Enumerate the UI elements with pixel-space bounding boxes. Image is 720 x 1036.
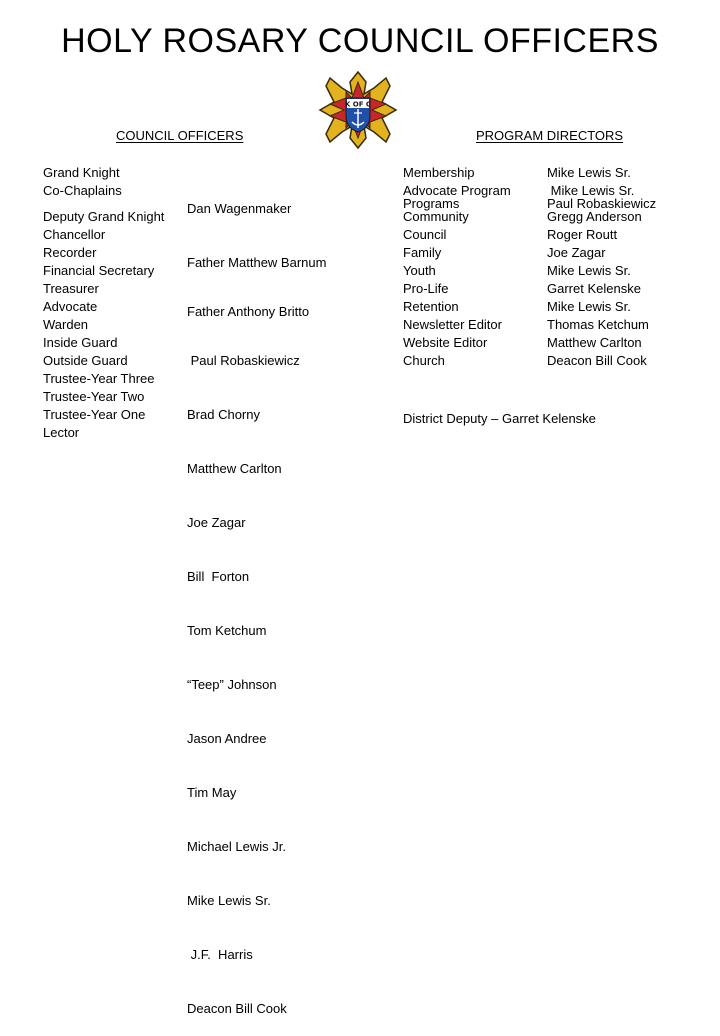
director-name: Garret Kelenske — [547, 281, 641, 296]
program-label: Family — [403, 245, 442, 260]
director-name: Mike Lewis Sr. — [547, 263, 631, 278]
officer-name: Dan Wagenmaker — [187, 201, 292, 216]
officer-name: Deacon Bill Cook — [187, 1001, 287, 1016]
officer-name: “Teep” Johnson — [187, 677, 277, 692]
officer-role: Inside Guard — [43, 335, 118, 350]
director-name: Deacon Bill Cook — [547, 353, 647, 368]
program-directors-names — [547, 164, 656, 370]
program-label: Council — [403, 227, 447, 242]
program-label: Church — [403, 353, 445, 368]
officer-role: Treasurer — [43, 281, 99, 296]
page-title: HOLY ROSARY COUNCIL OFFICERS — [61, 22, 659, 60]
officer-name: Jason Andree — [187, 731, 267, 746]
director-name: Paul Robaskiewicz — [547, 196, 657, 211]
program-label: Newsletter Editor — [403, 317, 502, 332]
officer-name: Joe Zagar — [187, 515, 246, 530]
officer-name: Matthew Carlton — [187, 461, 282, 476]
program-label: Membership — [403, 165, 475, 180]
director-name: Mike Lewis Sr. — [547, 183, 635, 198]
officer-role: Warden — [43, 317, 89, 332]
officer-role: Trustee-Year Two — [43, 389, 145, 404]
officer-name: Father Matthew Barnum — [187, 255, 327, 270]
director-name: Matthew Carlton — [547, 335, 642, 350]
director-name: Gregg Anderson — [547, 209, 642, 224]
council-officers-roles — [43, 164, 164, 442]
officer-role: Advocate — [43, 299, 98, 314]
knights-of-columbus-emblem-icon — [316, 68, 400, 152]
officer-role: Lector — [43, 425, 80, 440]
program-label: Retention — [403, 299, 459, 314]
council-officers-heading: COUNCIL OFFICERS — [116, 128, 244, 143]
officer-name: Paul Robaskiewicz — [187, 353, 300, 368]
officer-role: Trustee-Year Three — [43, 371, 155, 386]
officer-role: Financial Secretary — [43, 263, 155, 278]
program-label: Advocate Program — [403, 183, 511, 198]
director-name: Mike Lewis Sr. — [547, 299, 631, 314]
officer-role: Grand Knight — [43, 165, 120, 180]
program-label: Community — [403, 209, 469, 224]
officer-role: Recorder — [43, 245, 97, 260]
program-directors-heading: PROGRAM DIRECTORS — [476, 128, 624, 143]
district-deputy-note: District Deputy – Garret Kelenske — [403, 411, 596, 426]
officer-role: Trustee-Year One — [43, 407, 146, 422]
program-label: Pro-Life — [403, 281, 449, 296]
officer-name: Brad Chorny — [187, 407, 260, 422]
svg-text:K OF C: K OF C — [344, 100, 372, 109]
director-name: Thomas Ketchum — [547, 317, 649, 332]
officer-name: Father Anthony Britto — [187, 304, 310, 319]
director-name: Roger Routt — [547, 227, 618, 242]
officer-name: Tom Ketchum — [187, 623, 267, 638]
program-directors-programs — [403, 164, 511, 370]
officer-role: Co-Chaplains — [43, 183, 122, 198]
officer-name: Mike Lewis Sr. — [187, 893, 271, 908]
officer-role: Chancellor — [43, 227, 106, 242]
program-label: Programs — [403, 196, 460, 211]
program-label: Website Editor — [403, 335, 488, 350]
director-name: Mike Lewis Sr. — [547, 165, 631, 180]
officer-name: J.F. Harris — [187, 947, 253, 962]
officer-name: Tim May — [187, 785, 237, 800]
officer-role: Outside Guard — [43, 353, 128, 368]
council-officers-names — [187, 164, 326, 1036]
officer-name: Bill Forton — [187, 569, 250, 584]
program-label: Youth — [403, 263, 436, 278]
officer-name: Michael Lewis Jr. — [187, 839, 286, 854]
officer-role: Deputy Grand Knight — [43, 209, 165, 224]
director-name: Joe Zagar — [547, 245, 606, 260]
